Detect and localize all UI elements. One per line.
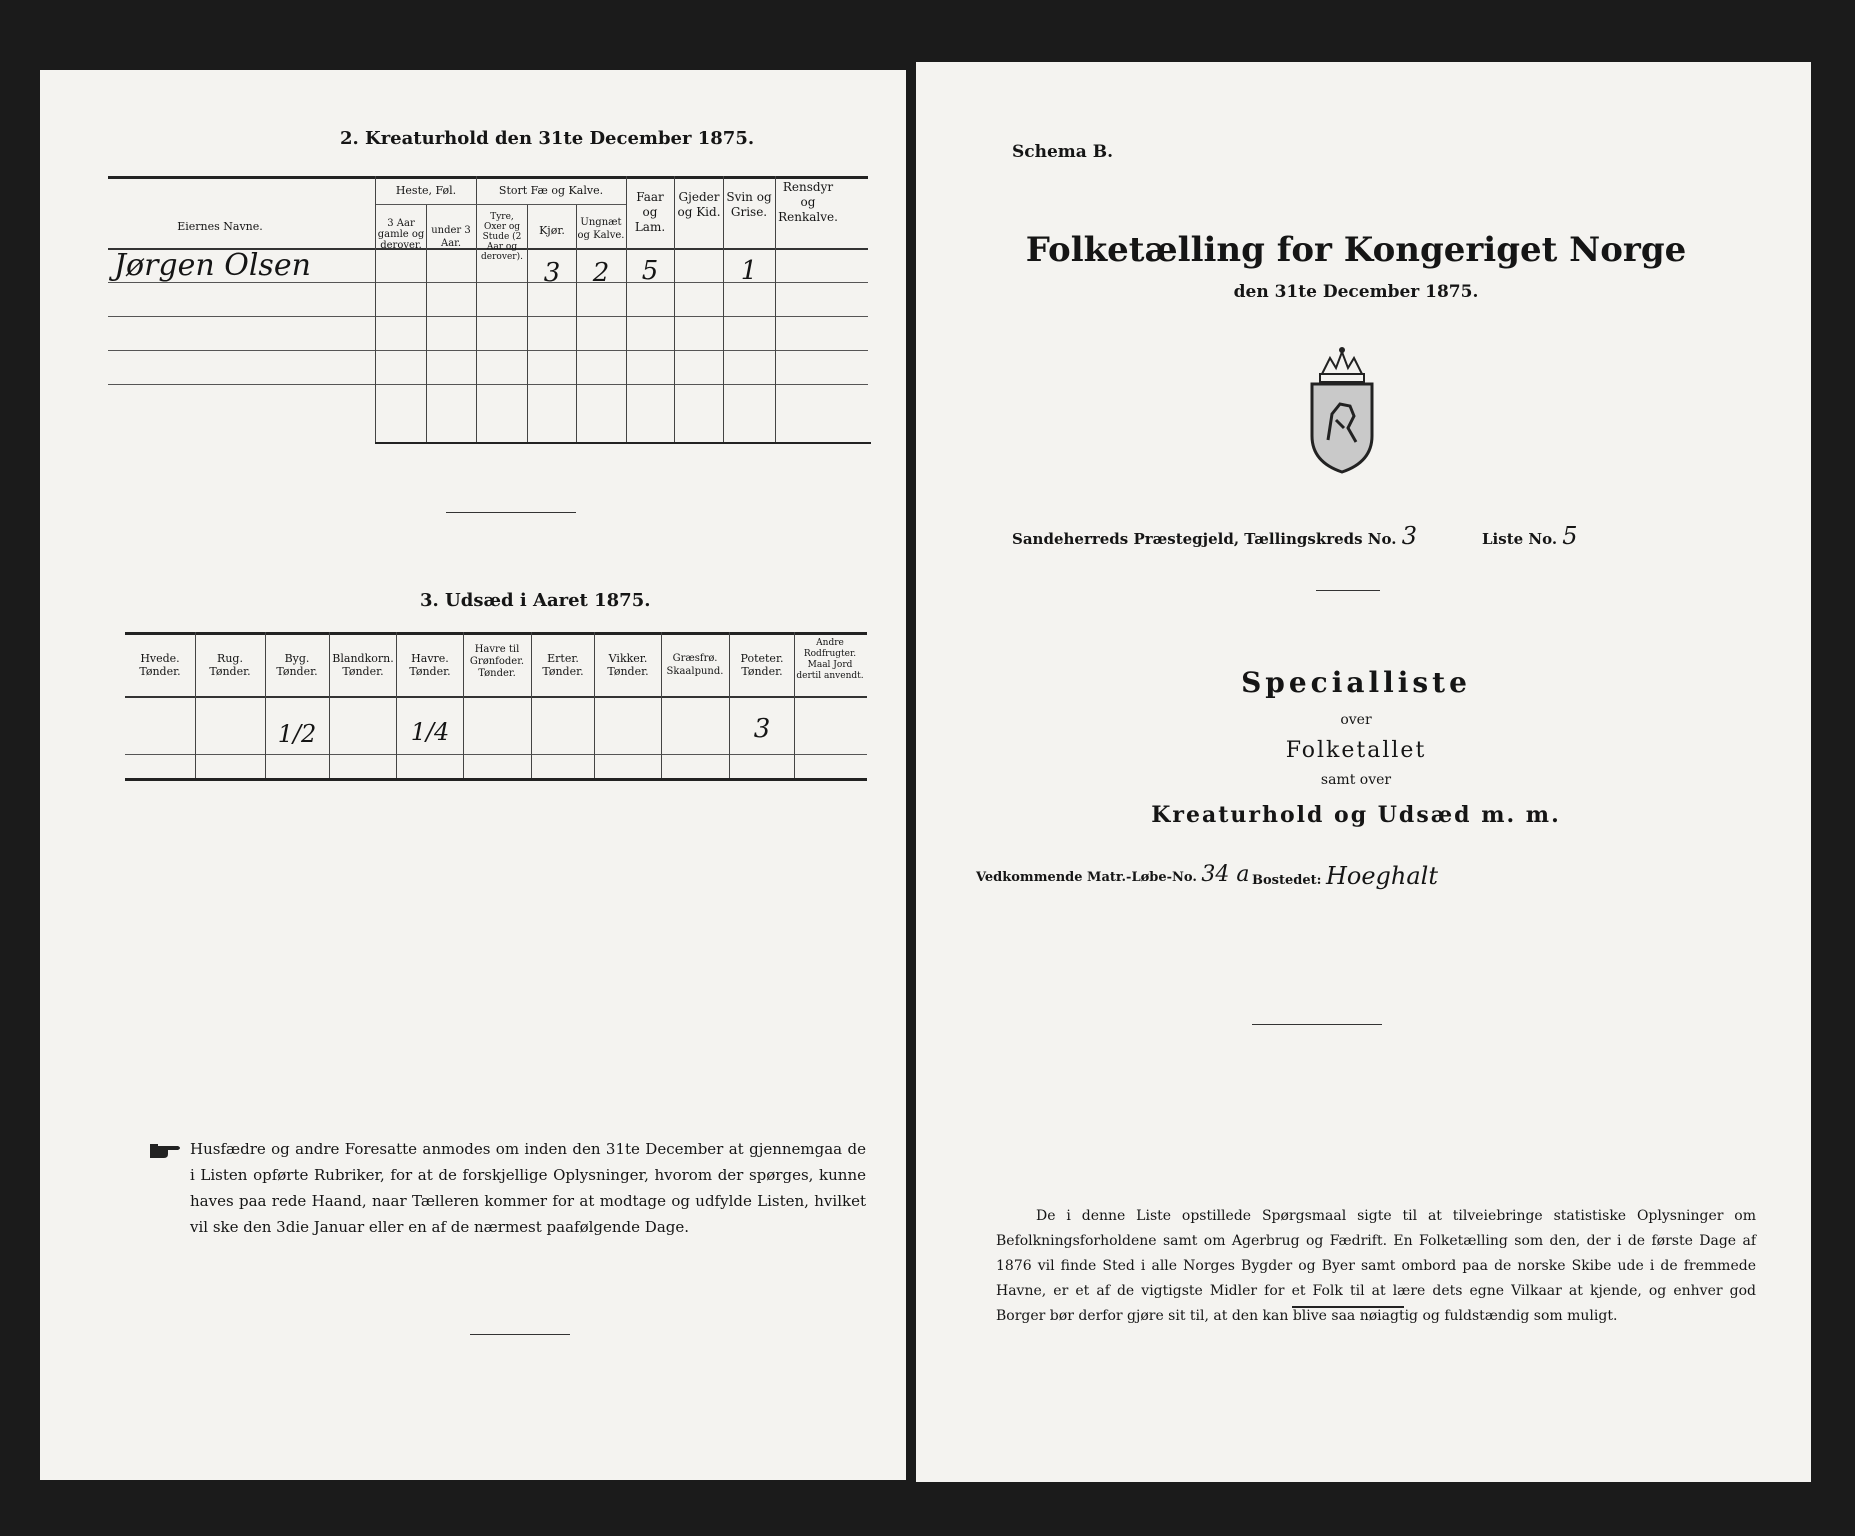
section2-title: 2. Kreaturhold den 31te December 1875.: [340, 128, 755, 149]
date-line: den 31te December 1875.: [1233, 282, 1479, 302]
liste-line: [1482, 522, 1578, 550]
table2-row-line: [108, 350, 868, 351]
separator: [1316, 590, 1380, 591]
value-svin: 1: [740, 256, 758, 286]
col-svin: Svin og Grise.: [726, 190, 772, 219]
table2-top-rule: [108, 176, 868, 179]
table3-top-rule: [125, 632, 867, 635]
value-kjor: 3: [543, 258, 561, 288]
district-label: Sandeherreds Præstegjeld, Tællingskreds No.: [1012, 530, 1397, 548]
col-andre: Andre Rodfrugter. Maal Jord dertil anvendt.: [796, 638, 864, 681]
table3-col-line: [396, 632, 397, 778]
liste-number: 5: [1562, 522, 1578, 550]
group-stort: Stort Fæ og Kalve.: [498, 184, 604, 197]
table3-bottom-rule: [125, 778, 867, 781]
col-stort-a: Tyre, Oxer og Stude (2 Aar og derover).: [481, 212, 523, 262]
col-havre: Havre. Tønder.: [409, 652, 451, 678]
table3-col-line: [265, 632, 266, 778]
col-erter: Erter. Tønder.: [542, 652, 584, 678]
table3-col-line: [661, 632, 662, 778]
value-havre: 1/4: [410, 718, 450, 746]
table3-header-rule: [125, 696, 867, 698]
table2-group-line: [376, 204, 626, 205]
col-rensdyr: Rensdyr og Renkalve.: [778, 180, 838, 224]
left-page: [40, 70, 906, 1480]
group-heste: Heste, Føl.: [395, 184, 457, 197]
owner-name: Jørgen Olsen: [114, 248, 311, 283]
col-vikker: Vikker. Tønder.: [607, 652, 649, 678]
col-byg: Byg. Tønder.: [276, 652, 318, 678]
col-blandkorn: Blandkorn. Tønder.: [332, 652, 394, 678]
bostedet-value: Hoeghalt: [1325, 862, 1438, 890]
separator: [470, 1334, 570, 1335]
table2-bottom-rule: [375, 442, 871, 444]
pointing-hand-icon: [150, 1140, 182, 1160]
district-line: [1012, 522, 1417, 550]
kreaturhold-label: Kreaturhold og Udsæd m. m.: [1151, 802, 1561, 828]
table3-col-line: [463, 632, 464, 778]
schema-label: Schema B.: [1012, 142, 1114, 162]
col-havre-gronfoder: Havre til Grønfoder. Tønder.: [469, 644, 525, 679]
col-gjeder: Gjeder og Kid.: [677, 190, 721, 219]
col-heste-b: under 3 Aar.: [431, 225, 471, 249]
specialliste-title: Specialliste: [1241, 666, 1471, 699]
table3-col-line: [594, 632, 595, 778]
col-rug: Rug. Tønder.: [209, 652, 251, 678]
main-title: Folketælling for Kongeriget Norge: [1025, 230, 1687, 270]
table3-col-line: [729, 632, 730, 778]
notice-text: Husfædre og andre Foresatte anmodes om inden den 31te December at gjennemgaa de i Listen opførte Rubriker, for at de forskjellige Oplysninger, hvorom der spørges, kunne haves paa rede Haand, naar Tælleren kommer for at modtage og udfylde Listen, hvilket vil ske den 3die Januar eller en af de nærmest paafølgende Dage.: [190, 1140, 866, 1236]
col-stort-c: Ungnæt og Kalve.: [577, 217, 625, 241]
table3-col-line: [794, 632, 795, 778]
table2-row-line: [108, 384, 868, 385]
col-poteter: Poteter. Tønder.: [740, 652, 784, 678]
col-graesfro: Græsfrø. Skaalpund.: [666, 653, 724, 677]
matr-line: [976, 862, 1250, 887]
table2-col-line: [527, 204, 528, 442]
table3-col-line: [329, 632, 330, 778]
value-ungnaet: 2: [592, 258, 610, 288]
section3-title: 3. Udsæd i Aaret 1875.: [420, 590, 651, 611]
separator: [1252, 1024, 1382, 1025]
col-faar: Faar og Lam.: [634, 190, 666, 234]
info-paragraph: De i denne Liste opstillede Spørgsmaal sigte til at tilveiebringe statistiske Oplysninger om Befolkningsforholdene samt om Agerbrug og Fædrift. En Folketælling som den, der i de første Dage af 1876 vil finde Sted i alle Norges Bygder og Byer samt ombord paa de norske Skibe ude i de fremmede Havne, er et af de vigtigste Midler for et Folk til at lære dets egne Vilkaar at kjende, og enhver god Borger bør derfor gjøre sit til, at den kan blive saa nøiagtig og fuldstændig som muligt.: [996, 1208, 1756, 1324]
samt-over-label: samt over: [1320, 772, 1392, 788]
table2-col-line: [476, 176, 477, 442]
separator: [1292, 1306, 1404, 1308]
right-page: [916, 62, 1811, 1482]
norwegian-lion-coat-of-arms: [1302, 344, 1382, 476]
col-owner: Eiernes Navne.: [177, 220, 263, 233]
value-faar: 5: [641, 256, 659, 286]
matr-number: 34 a: [1201, 862, 1250, 887]
table3-col-line: [531, 632, 532, 778]
table2-row-line: [108, 316, 868, 317]
separator: [446, 512, 576, 513]
col-hvede: Hvede. Tønder.: [139, 652, 181, 678]
over-label: over: [1340, 712, 1372, 728]
bostedet-line: [1252, 862, 1438, 890]
liste-label: Liste No.: [1482, 530, 1558, 548]
table3-col-line: [195, 632, 196, 778]
bostedet-label: Bostedet:: [1252, 873, 1322, 888]
value-poteter: 3: [753, 714, 771, 744]
matr-label: Vedkommende Matr.-Løbe-No.: [976, 870, 1197, 885]
col-stort-b: Kjør.: [539, 224, 565, 237]
table2-col-line: [375, 176, 376, 442]
col-heste-a: 3 Aar gamle og derover.: [377, 218, 425, 251]
table3-row-line: [125, 754, 867, 755]
folketallet-label: Folketallet: [1285, 738, 1427, 763]
value-byg: 1/2: [277, 720, 317, 748]
district-number: 3: [1401, 522, 1418, 550]
